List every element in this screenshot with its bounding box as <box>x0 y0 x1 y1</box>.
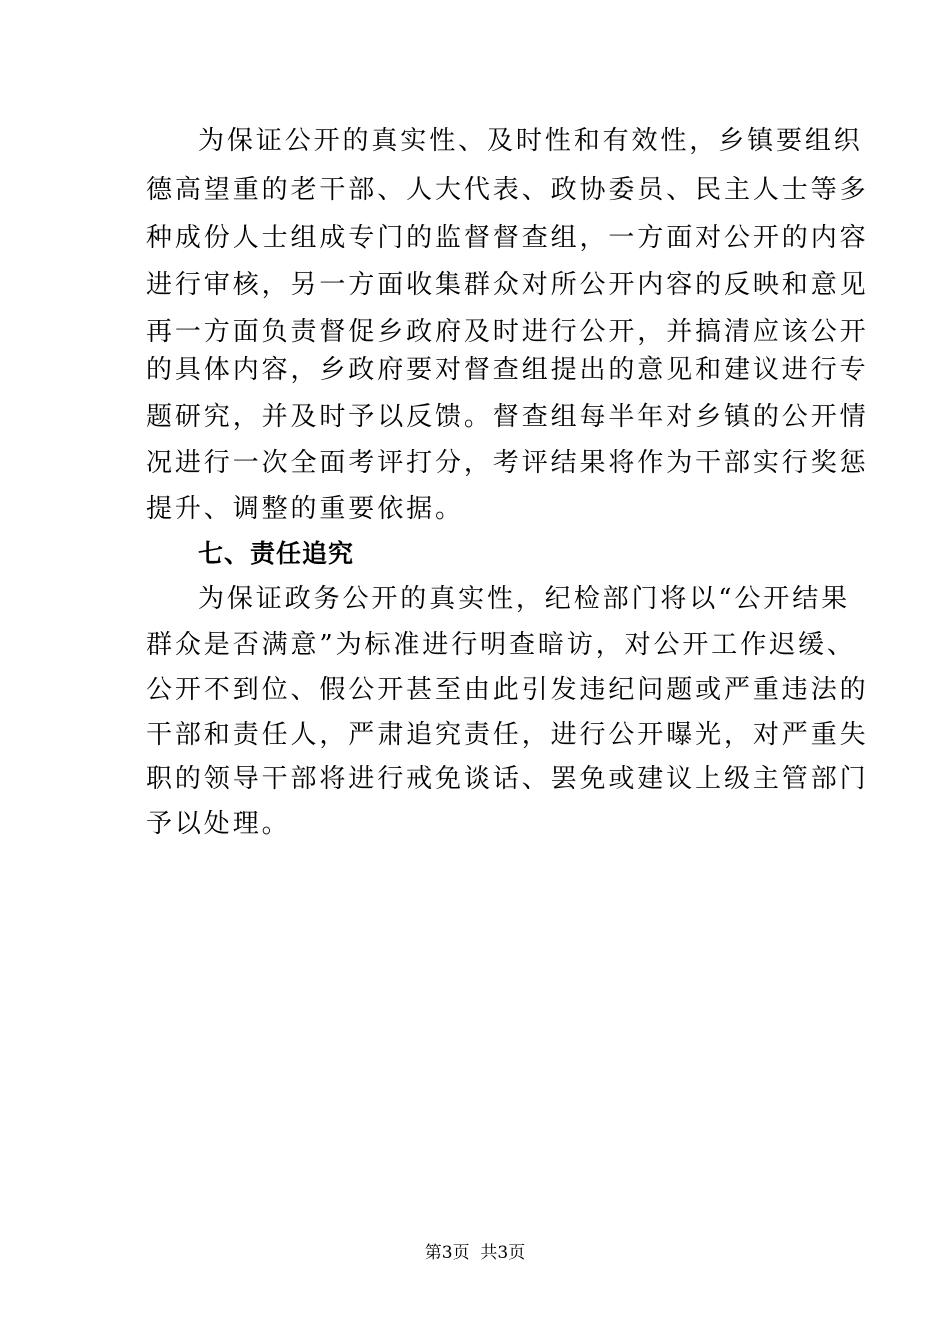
section-heading: 七、责任追究 <box>198 539 355 568</box>
paragraph-1-line-6: 的具体内容，乡政府要对督查组提出的意见和建议进行专 <box>146 355 869 385</box>
paragraph-1-line-7: 题研究，并及时予以反馈。督查组每半年对乡镇的公开情 <box>146 402 869 432</box>
paragraph-2-line-4: 干部和责任人，严肃追究责任，进行公开曝光，对严重失 <box>146 720 869 750</box>
paragraph-1-line-5: 再一方面负责督促乡政府及时进行公开，并搞清应该公开 <box>146 317 869 347</box>
paragraph-1-line-4: 进行审核，另一方面收集群众对所公开内容的反映和意见 <box>146 270 869 300</box>
paragraph-2-line-5: 职的领导干部将进行戒免谈话、罢免或建议上级主管部门 <box>146 764 869 794</box>
paragraph-1-line-8: 况进行一次全面考评打分，考评结果将作为干部实行奖惩 <box>146 448 869 478</box>
paragraph-1-line-9: 提升、调整的重要依据。 <box>146 494 464 524</box>
page-number-footer: 第3页 共3页 <box>424 1243 526 1263</box>
paragraph-1-line-2: 德高望重的老干部、人大代表、政协委员、民主人士等多 <box>146 175 869 205</box>
paragraph-1-line-1: 为保证公开的真实性、及时性和有效性，乡镇要组织 <box>198 126 863 156</box>
paragraph-2-line-1: 为保证政务公开的真实性，纪检部门将以“公开结果 <box>198 584 850 614</box>
paragraph-2-line-6: 予以处理。 <box>146 809 291 839</box>
paragraph-2-line-3: 公开不到位、假公开甚至由此引发违纪问题或严重违法的 <box>146 675 869 705</box>
paragraph-1-line-3: 种成份人士组成专门的监督督查组，一方面对公开的内容 <box>146 223 869 253</box>
paragraph-2-line-2: 群众是否满意”为标准进行明查暗访，对公开工作迟缓、 <box>146 630 856 660</box>
